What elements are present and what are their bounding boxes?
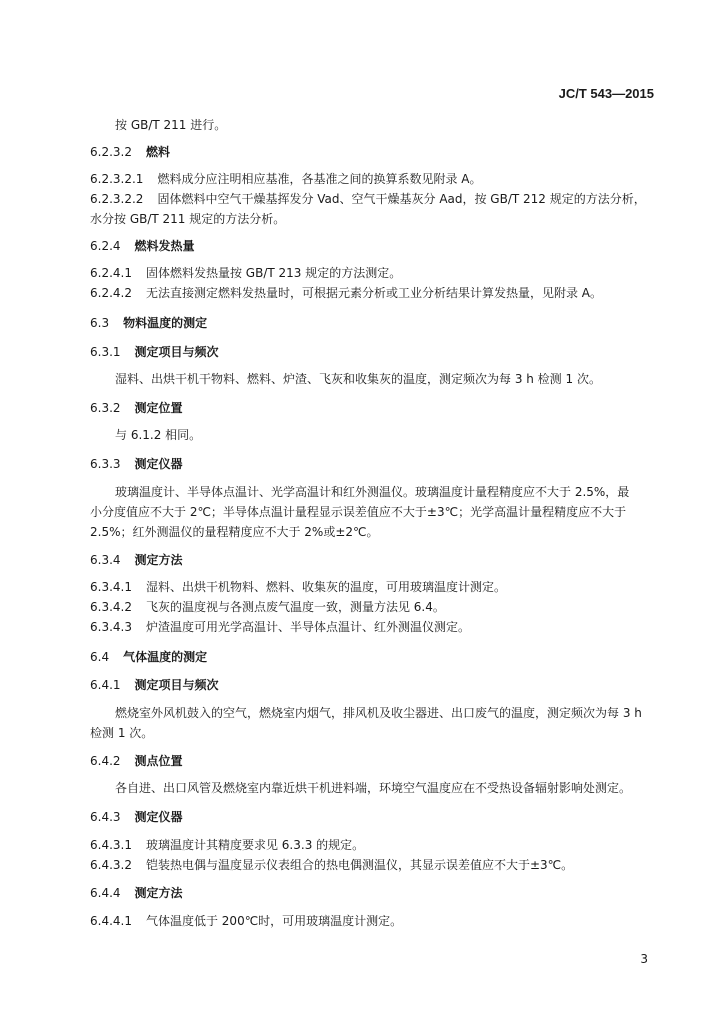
paragraph: 燃烧室外风机鼓入的空气，燃烧室内烟气，排风机及收尘器进、出口废气的温度，测定频次为每 3 h [115, 706, 642, 720]
clause: 6.4.4.1 气体温度低于 200℃时，可用玻璃温度计测定。 [90, 914, 403, 928]
paragraph: 与 6.1.2 相同。 [115, 428, 202, 442]
clause: 6.2.4.2 无法直接测定燃料发热量时，可根据元素分析或工业分析结果计算发热量，见附录 A。 [90, 286, 603, 300]
paragraph: 各自进、出口风管及燃烧室内靠近烘干机进料端，环境空气温度应在不受热设备辐射影响处测定。 [115, 781, 632, 795]
clause: 6.2.4.1 固体燃料发热量按 GB/T 213 规定的方法测定。 [90, 266, 402, 280]
section-heading: 6.4.4 测定方法 [90, 886, 183, 900]
section-heading: 6.3.1 测定项目与频次 [90, 345, 219, 359]
section-heading: 6.4 气体温度的测定 [90, 650, 208, 664]
clause: 6.3.4.3 炉渣温度可用光学高温计、半导体点温计、红外测温仪测定。 [90, 620, 470, 634]
clause: 6.4.3.1 玻璃温度计其精度要求见 6.3.3 的规定。 [90, 838, 365, 852]
paragraph-line: 小分度值应不大于 2℃；半导体点温计量程显示误差值应不大于±3℃；光学高温计量程精度应不大于 [90, 505, 627, 519]
section-heading: 6.2.3.2 燃料 [90, 145, 170, 159]
paragraph: 湿料、出烘干机干物料、燃料、炉渣、飞灰和收集灰的温度，测定频次为每 3 h 检测 1 次。 [115, 372, 601, 386]
paragraph-line: 2.5%；红外测温仪的量程精度应不大于 2%或±2℃。 [90, 525, 379, 539]
clause: 6.3.4.2 飞灰的温度视与各测点废气温度一致，测量方法见 6.4。 [90, 600, 445, 614]
section-heading: 6.4.3 测定仪器 [90, 810, 183, 824]
paragraph-line: 检测 1 次。 [90, 726, 154, 740]
section-heading: 6.3 物料温度的测定 [90, 316, 208, 330]
clause: 6.2.3.2.2 固体燃料中空气干燥基挥发分 Vad、空气干燥基灰分 Aad，按 GB/T 212 规定的方法分析， [90, 192, 646, 206]
paragraph: 按 GB/T 211 进行。 [115, 118, 227, 132]
section-heading: 6.4.2 测点位置 [90, 754, 183, 768]
section-heading: 6.3.2 测定位置 [90, 401, 183, 415]
clause: 6.2.3.2.1 燃料成分应注明相应基准，各基准之间的换算系数见附录 A。 [90, 172, 482, 186]
page-number: 3 [640, 952, 648, 966]
section-heading: 6.3.4 测定方法 [90, 553, 183, 567]
clause: 6.3.4.1 湿料、出烘干机物料、燃料、收集灰的温度，可用玻璃温度计测定。 [90, 580, 506, 594]
section-heading: 6.3.3 测定仪器 [90, 457, 183, 471]
standard-code: JC/T 543—2015 [558, 86, 654, 101]
section-heading: 6.4.1 测定项目与频次 [90, 678, 219, 692]
clause: 6.4.3.2 铠装热电偶与温度显示仪表组合的热电偶测温仪，其显示误差值应不大于±3℃。 [90, 858, 574, 872]
section-heading: 6.2.4 燃料发热量 [90, 239, 195, 253]
clause-continuation: 水分按 GB/T 211 规定的方法分析。 [90, 212, 286, 226]
paragraph: 玻璃温度计、半导体点温计、光学高温计和红外测温仪。玻璃温度计量程精度应不大于 2.5%，最 [115, 485, 630, 499]
